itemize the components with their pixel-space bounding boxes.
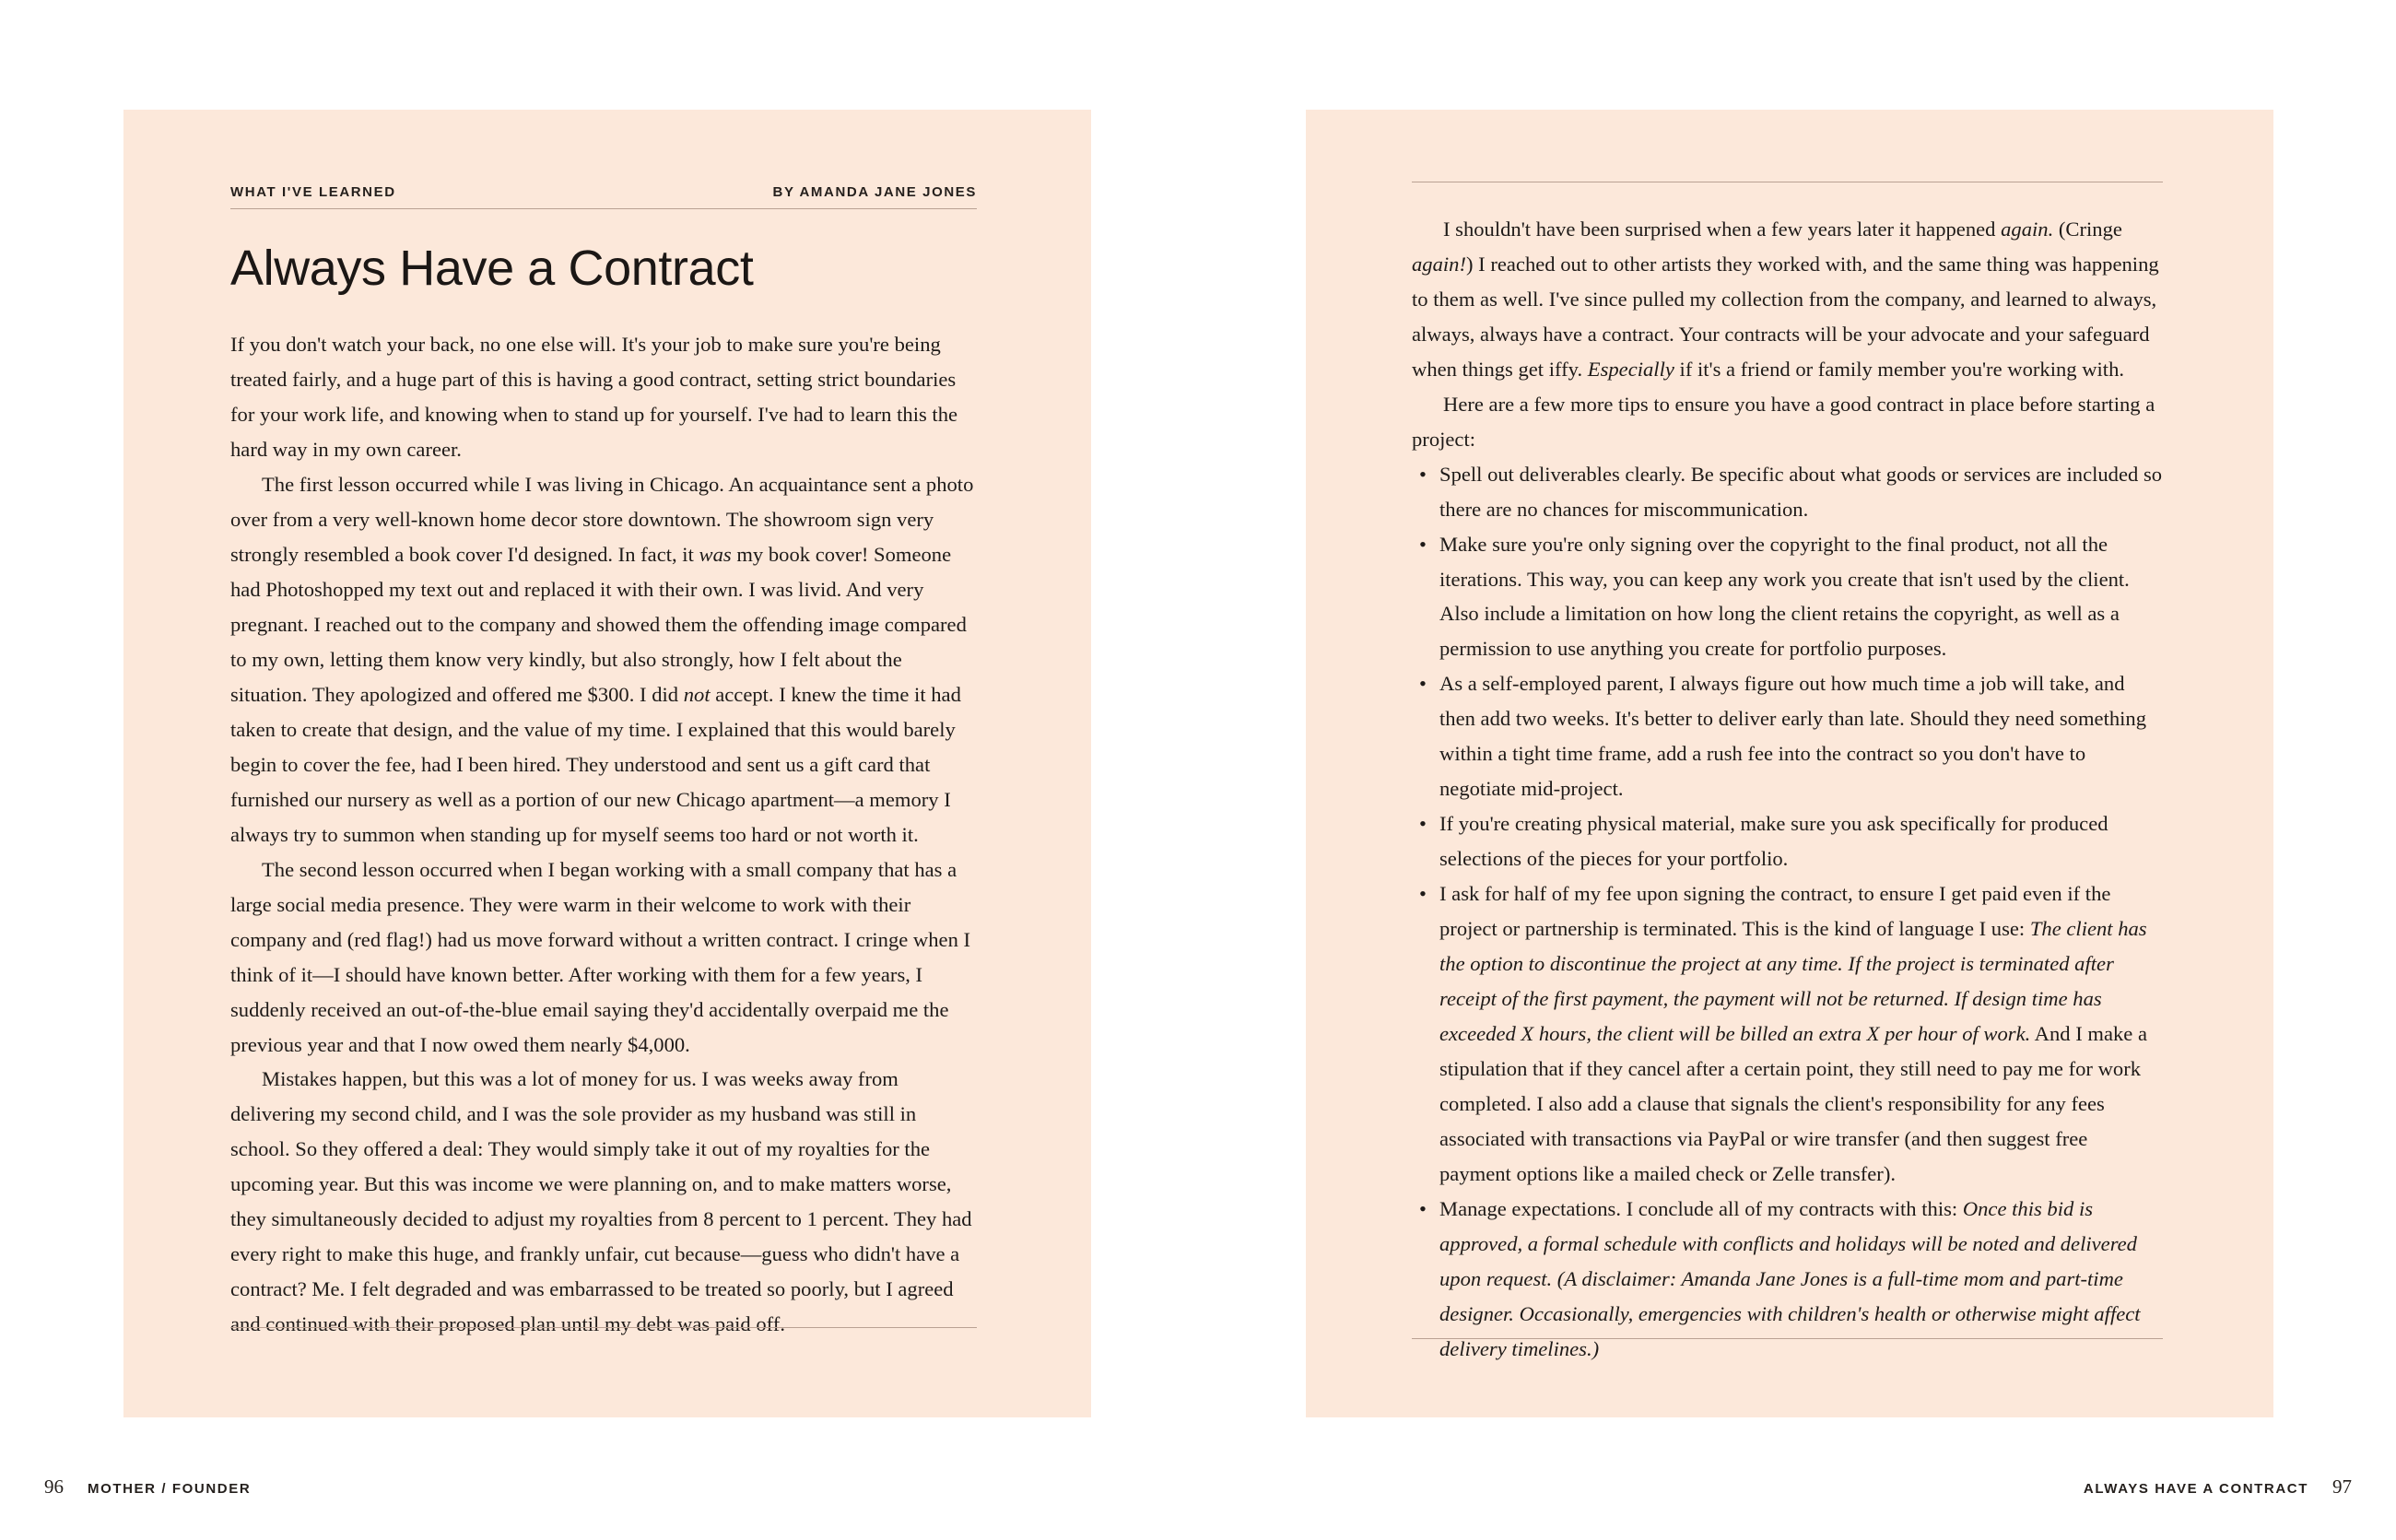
list-item: • Spell out deliverables clearly. Be specific about what goods or services are included so there are no chances for miscommunication.: [1412, 457, 2163, 527]
page-title: Always Have a Contract: [230, 241, 754, 296]
list-item: • Manage expectations. I conclude all of my contracts with this: Once this bid is approved, a formal schedule with conflicts and holidays will be noted and delivered upon request. (A disclaimer: Amanda Jane Jones is a full-time mom and part-time designer. Occasionally, emergencies with children's health or otherwise might affect delivery timelines.): [1412, 1192, 2163, 1367]
list-item: • I ask for half of my fee upon signing the contract, to ensure I get paid even if the project or partnership is terminated. This is the kind of language I use: The client has the option to discontinue the project at any time. If the project is terminated after receipt of the first payment, the payment will not be returned. If design time has exceeded X hours, the client will be billed an extra X per hour of work. And I make a stipulation that if they cancel after a certain point, they still need to pay me for work completed. I also add a clause that signals the client's responsibility for any fees associated with transactions via PayPal or wire transfer (and then suggest free payment options like a mailed check or Zelle transfer).: [1412, 876, 2163, 1192]
tips-list: [1412, 457, 2163, 1367]
right-page-content: [1412, 212, 2163, 1366]
right-page: [1198, 0, 2396, 1540]
body-paragraph-6: Here are a few more tips to ensure you have a good contract in place before starting a project:: [1412, 392, 2155, 451]
left-running-head: MOTHER / FOUNDER: [88, 1481, 252, 1497]
body-paragraph-4: Mistakes happen, but this was a lot of money for us. I was weeks away from delivering my second child, and I was the sole provider as my husband was still in school. So they offered a deal: They would simply take it out of my royalties for the upcoming year. But this was income we were planning on, and to make matters worse, they simultaneously decided to adjust my royalties from 8 percent to 1 percent. They had every right to make this huge, and frankly unfair, cut because—guess who didn't have a contract? Me. I felt degraded and was embarrassed to be treated so poorly, but I agreed and continued with their proposed plan until my debt was paid off.: [230, 1067, 972, 1336]
left-page-number: 96: [44, 1475, 64, 1498]
left-folio: [44, 1475, 251, 1499]
body-paragraph-5: I shouldn't have been surprised when a few years later it happened again. (Cringe again!) I reached out to other artists they worked with, and the same thing was happening to them as well. I've since pulled my collection from the company, and learned to always, always, always have a contract. Your contracts will be your advocate and your safeguard when things get iffy. Especially if it's a friend or family member you're working with.: [1412, 217, 2159, 381]
left-page-content: [230, 184, 977, 1342]
right-running-head: ALWAYS HAVE A CONTRACT: [2083, 1481, 2308, 1497]
body-paragraph-3: The second lesson occurred when I began working with a small company that has a large social media presence. They were warm in their welcome to work with their company and (red flag!) had us move forward without a written contract. I cringe when I think of it—I should have known better. After working with them for a few years, I suddenly received an out-of-the-blue email saying they'd accidentally overpaid me the previous year and that I now owed them nearly $4,000.: [230, 857, 971, 1056]
right-page-number: 97: [2332, 1475, 2352, 1498]
header-rule: [230, 208, 977, 209]
right-bottom-rule: [1412, 1338, 2163, 1339]
left-bottom-rule: [230, 1327, 977, 1328]
section-kicker: WHAT I'VE LEARNED: [230, 184, 396, 200]
body-paragraph-2: The first lesson occurred while I was living in Chicago. An acquaintance sent a photo over from a very well-known home decor store downtown. The showroom sign very strongly resembled a book cover I'd designed. In fact, it was my book cover! Someone had Photoshopped my text out and replaced it with their own. I was livid. And very pregnant. I reached out to the company and showed them the offending image compared to my own, letting them know very kindly, but also strongly, how I felt about the situation. They apologized and offered me $300. I did not accept. I knew the time it had taken to create that design, and the value of my time. I explained that this would barely begin to cover the fee, had I been hired. They understood and sent us a gift card that furnished our nursery as well as a portion of our new Chicago apartment—a memory I always try to summon when standing up for myself seems too hard or not worth it.: [230, 473, 974, 846]
left-page-header: [230, 184, 977, 200]
list-item: • Make sure you're only signing over the copyright to the final product, not all the iterations. This way, you can keep any work you create that isn't used by the client. Also include a limitation on how long the client retains the copyright, as well as a permission to use anything you create for portfolio purposes.: [1412, 527, 2163, 667]
list-item: • As a self-employed parent, I always figure out how much time a job will take, and then add two weeks. It's better to deliver early than late. Should they need something within a tight time frame, add a rush fee into the contract so you don't have to negotiate mid-project.: [1412, 666, 2163, 806]
body-paragraph-1: If you don't watch your back, no one else will. It's your job to make sure you're being treated fairly, and a huge part of this is having a good contract, setting strict boundaries for your work life, and knowing when to stand up for yourself. I've had to learn this the hard way in my own career.: [230, 333, 958, 462]
list-item: • If you're creating physical material, make sure you ask specifically for produced selections of the pieces for your portfolio.: [1412, 806, 2163, 876]
byline: BY AMANDA JANE JONES: [772, 184, 977, 200]
right-folio: [2084, 1475, 2352, 1499]
